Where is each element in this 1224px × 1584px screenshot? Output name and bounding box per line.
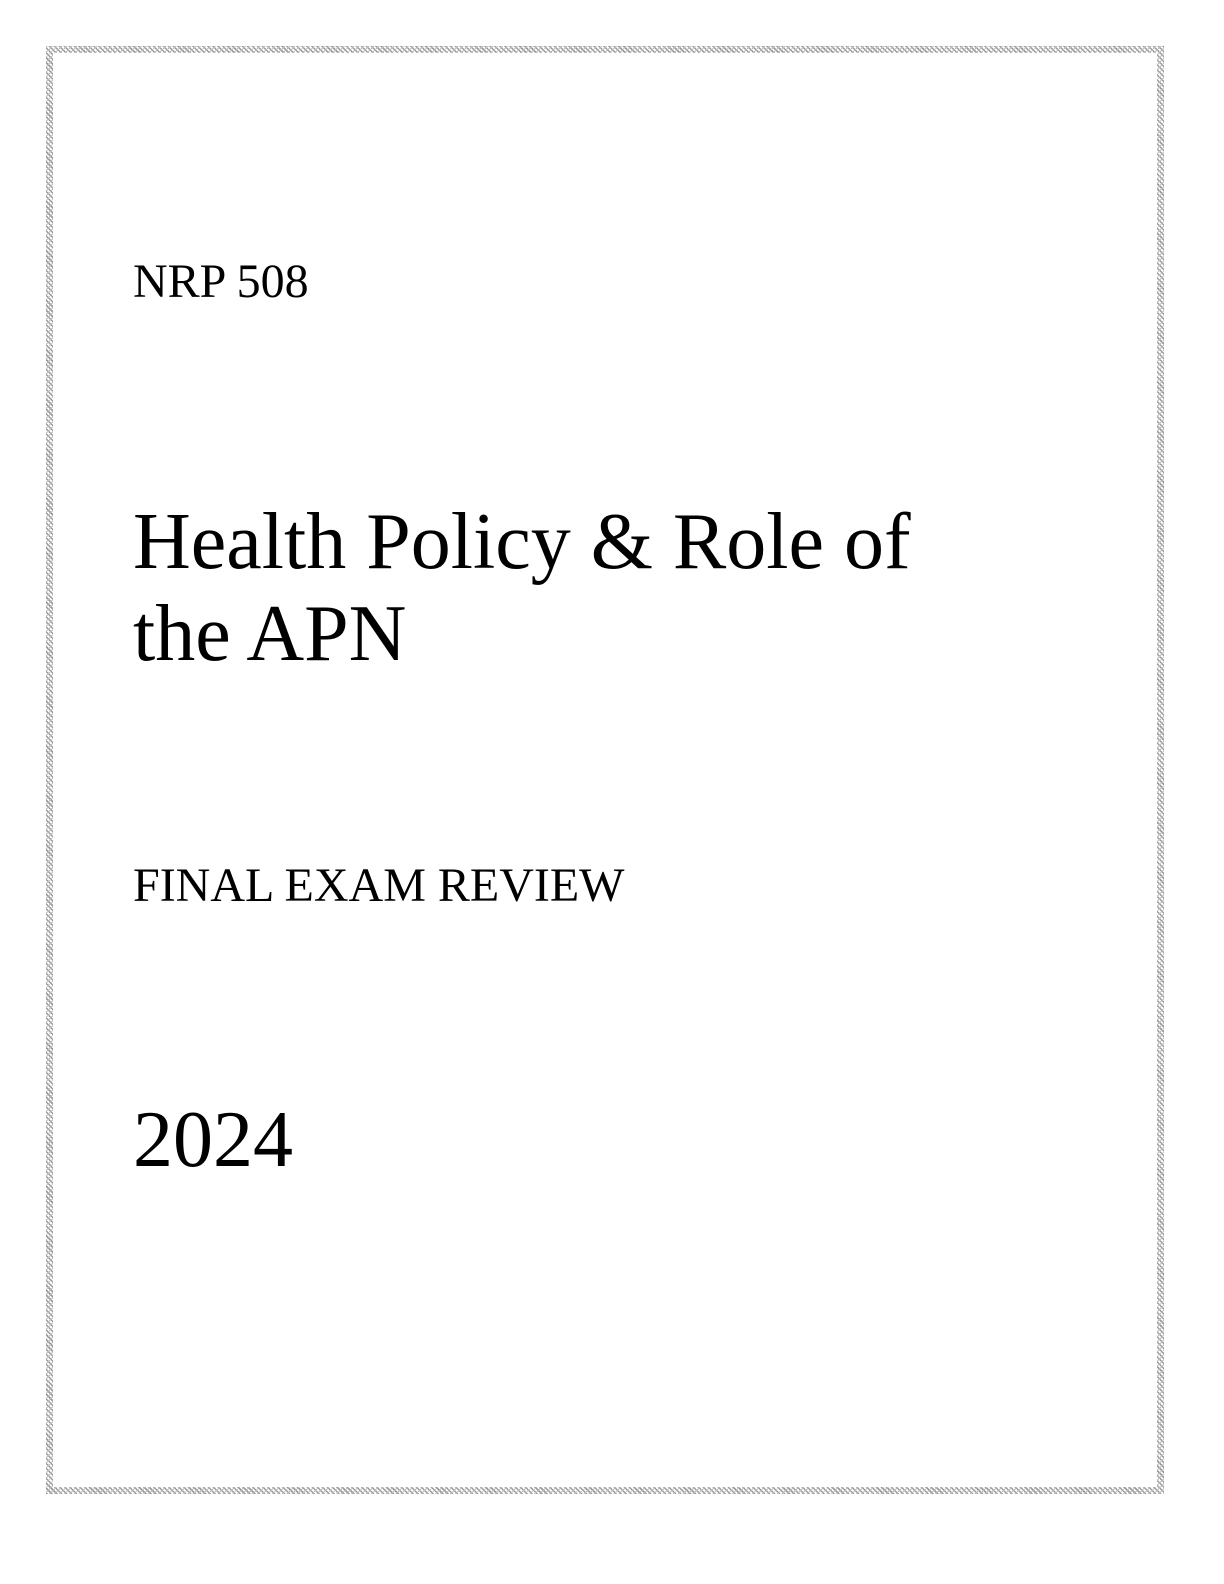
exam-year: 2024 <box>133 1096 293 1184</box>
course-title-line-1: Health Policy & Role of <box>133 498 911 586</box>
course-code: NRP 508 <box>133 255 309 308</box>
exam-label: FINAL EXAM REVIEW <box>133 859 625 912</box>
course-title <box>133 496 1033 680</box>
course-title-line-2: the APN <box>133 590 407 678</box>
